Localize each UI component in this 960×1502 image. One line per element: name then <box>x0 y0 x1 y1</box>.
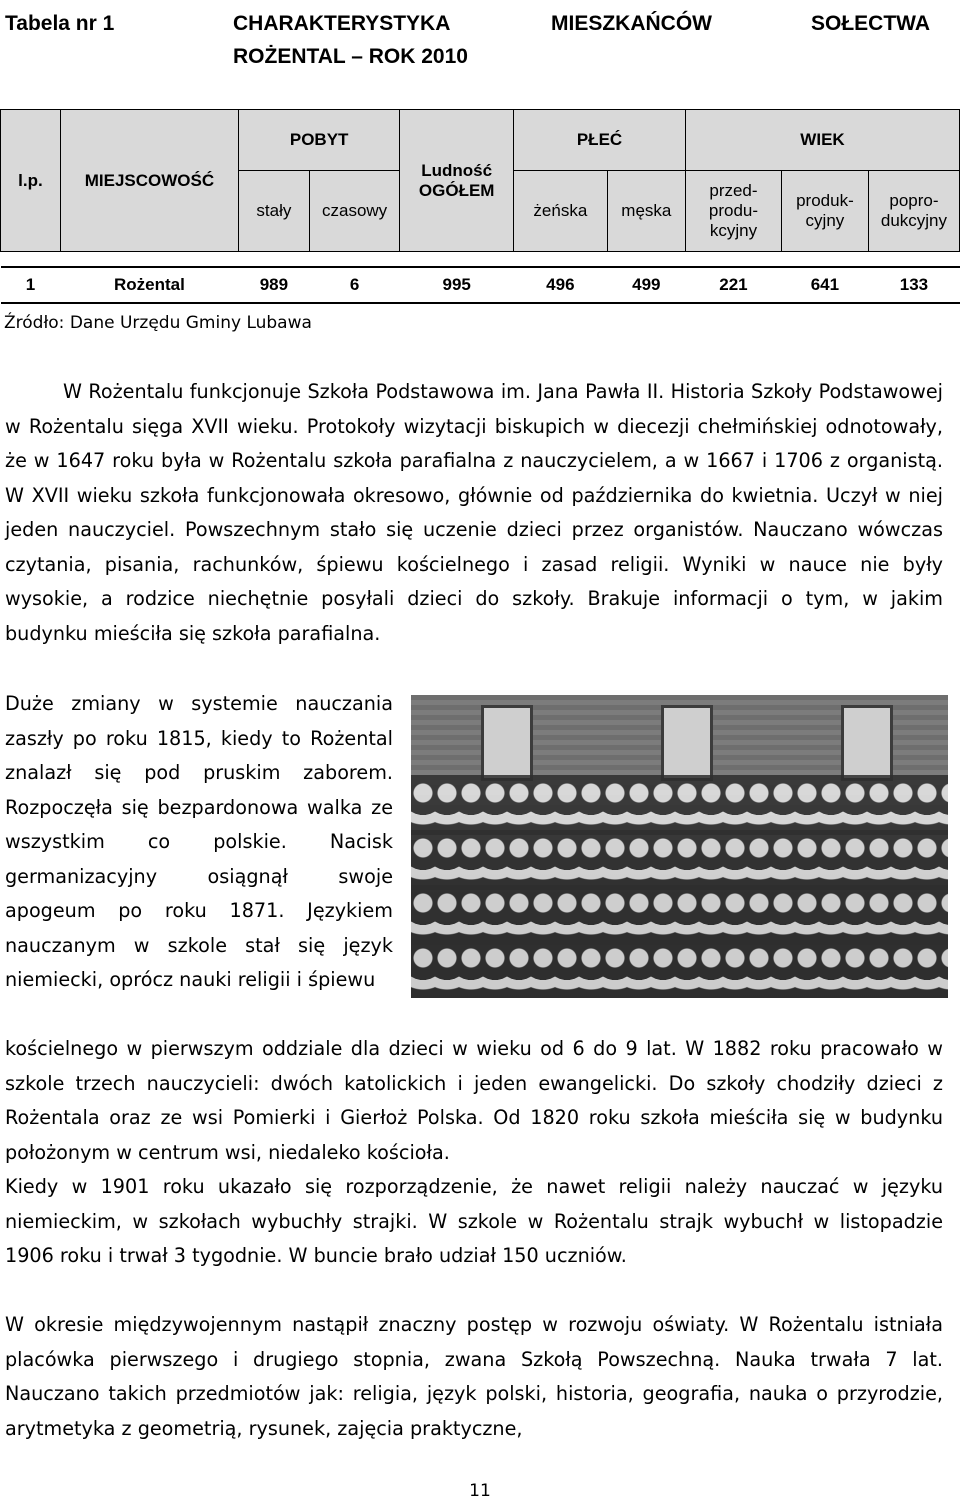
header-meska: męska <box>607 171 685 252</box>
title-word-3: SOŁECTWA <box>811 12 930 35</box>
header-wiek: WIEK <box>686 110 960 171</box>
title-word-1: CHARAKTERYSTYKA <box>233 12 451 35</box>
title-line-2: ROŻENTAL – ROK 2010 <box>233 45 468 68</box>
cell-miejscowosc: Rożental <box>60 267 238 303</box>
paragraph-beside-photo: Duże zmiany w systemie nauczania zaszły po roku 1815, kiedy to Rożental znalazł się pod pruskim zaborem. Rozpoczęła się bezpardonowa walka ze wszystkim co polskie. Nacisk germanizacyjny osiągnął swoje apogeum po roku 1871. Językiem nauczanym w szkole stał się język niemiecki, oprócz nauki religii i śpiewu <box>5 692 393 991</box>
title-label: Tabela nr 1 <box>5 12 115 35</box>
cell-produkcyjny: 641 <box>781 267 868 303</box>
cell-lp: 1 <box>1 267 61 303</box>
header-czasowy: czasowy <box>309 171 400 252</box>
header-plec: PŁEĆ <box>514 110 686 171</box>
header-staly: stały <box>238 171 309 252</box>
source-note: Źródło: Dane Urzędu Gminy Lubawa <box>4 313 312 333</box>
cell-zenska: 496 <box>514 267 608 303</box>
statistics-table <box>0 109 960 304</box>
header-ludnosc: Ludność OGÓŁEM <box>400 110 514 252</box>
header-pobyt: POBYT <box>238 110 399 171</box>
school-class-photo <box>411 695 948 998</box>
header-lp: l.p. <box>1 110 61 252</box>
cell-poprodukcyjny: 133 <box>868 267 959 303</box>
paragraph-1 <box>5 375 943 651</box>
cell-czasowy: 6 <box>309 267 400 303</box>
page-number: 11 <box>469 1481 491 1501</box>
header-produkcyjny: produk-cyjny <box>781 171 868 252</box>
cell-meska: 499 <box>607 267 685 303</box>
header-poprodukcyjny: popro-dukcyjny <box>868 171 959 252</box>
title-word-2: MIESZKAŃCÓW <box>551 12 712 35</box>
header-zenska: żeńska <box>514 171 608 252</box>
paragraph-4: W okresie międzywojennym nastąpił znaczny postęp w rozwoju oświaty. W Rożentalu istniała placówka pierwszego i drugiego stopnia, zwana Szkołą Powszechną. Nauka trwała 7 lat. Nauczano takich przedmiotów jak: religia, język polski, historia, geografia, nauka o przyrodzie, arytmetyka z geometrią, rysunek, zajęcia praktyczne, <box>5 1313 943 1440</box>
header-miejscowosc: MIEJSCOWOŚĆ <box>60 110 238 252</box>
cell-staly: 989 <box>238 267 309 303</box>
paragraph-3: Kiedy w 1901 roku ukazało się rozporządzenie, że nawet religii należy nauczać w języku niemieckim, w szkołach wybuchły strajki. W szkole w Rożentalu strajk wybuchł w listopadzie 1906 roku i trwał 3 tygodnie. W buncie brało udział 150 uczniów. <box>5 1175 943 1267</box>
cell-przedprodukcyjny: 221 <box>686 267 782 303</box>
cell-ogolem: 995 <box>400 267 514 303</box>
table-row <box>1 267 960 303</box>
header-przedprodukcyjny: przed-produ-kcyjny <box>686 171 782 252</box>
paragraph-2: kościelnego w pierwszym oddziale dla dzieci w wieku od 6 do 9 lat. W 1882 roku pracowało w szkole trzech nauczycieli: dwóch katolickich i jeden ewangelicki. Do szkoły chodziły dzieci z Rożentala oraz ze wsi Pomierki i Gierłoż Polska. Od 1820 roku szkoła mieściła się w budynku położonym w centrum wsi, niedaleko kościoła. <box>5 1037 943 1164</box>
paragraph-1-text: W Rożentalu funkcjonuje Szkoła Podstawowa im. Jana Pawła II. Historia Szkoły Podstawowej w Rożentalu sięga XVII wieku. Protokoły wizytacji biskupich w diecezji chełmińskiej odnotowały, że w 1647 roku była w Rożentalu szkoła parafialna z nauczycielem, a w 1667 i 1706 z organistą. W XVII wieku szkoła funkcjonowała okresowo, głównie od października do kwietnia. Uczył w niej jeden nauczyciel. Powszechnym stało się uczenie dzieci przez organistów. Nauczano wówczas czytania, pisania, rachunków, śpiewu kościelnego i zasad religii. Wyniki w nauce nie były wysokie, a rodzice niechętnie posyłali dzieci do szkoły. Brakuje informacji o tym, w jakim budynku mieściła się szkoła parafialna. <box>5 380 943 645</box>
